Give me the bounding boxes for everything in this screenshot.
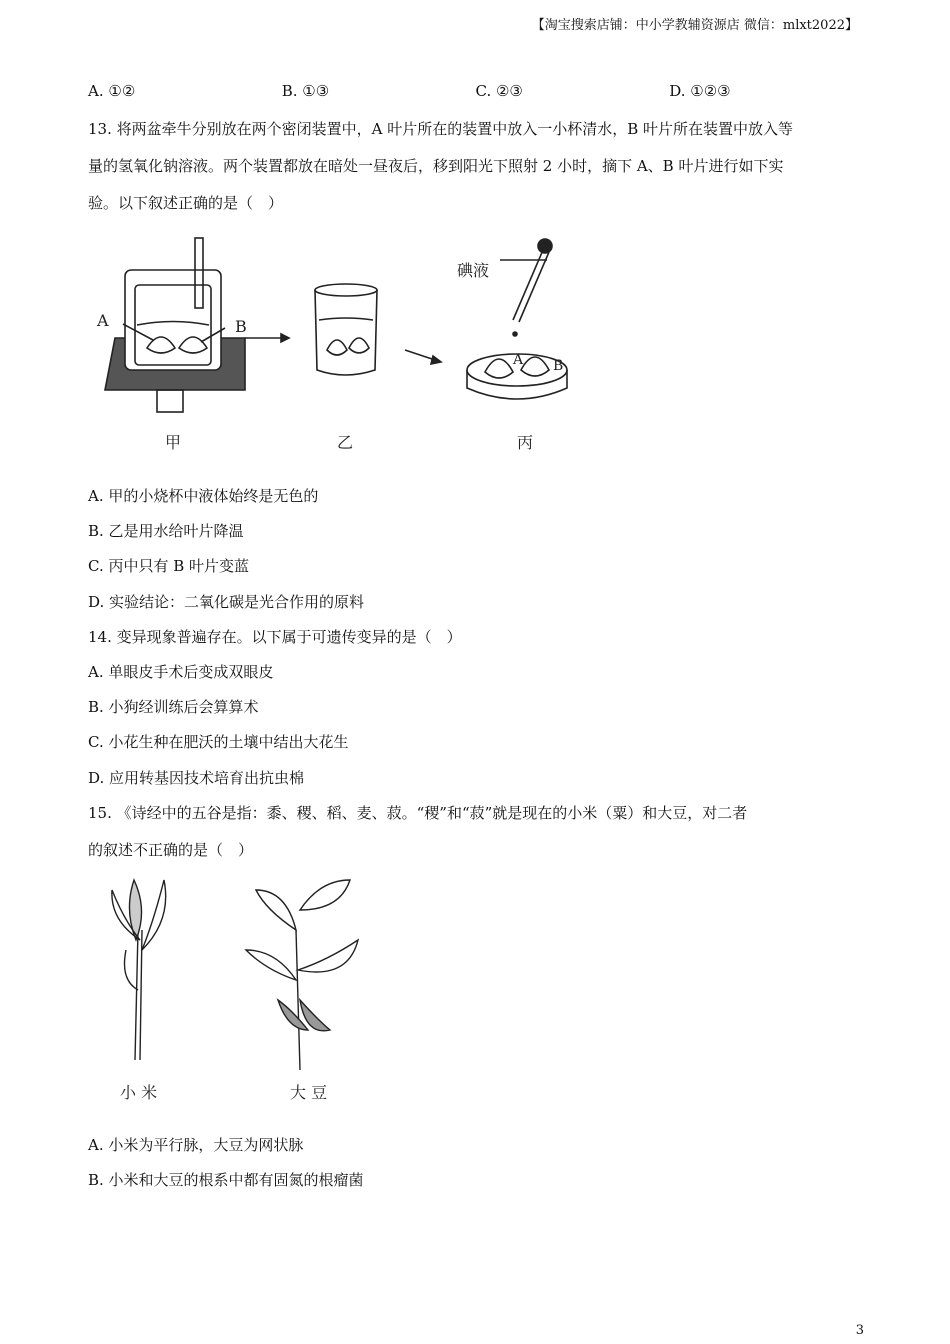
label-millet: 小 米 [120,1083,158,1102]
dish-label-b: B [553,358,564,374]
q12-options [88,82,863,100]
q14-stem: 14. 变异现象普遍存在。以下属于可遗传变异的是（ ） [88,628,462,646]
q13-stem-line-2: 量的氢氧化钠溶液。两个装置都放在暗处一昼夜后，移到阳光下照射 2 小时，摘下 A、B 叶片进行如下实 [88,157,784,175]
q15-stem-line-2: 的叙述不正确的是（ ） [88,841,254,859]
q13-experiment-figure [95,230,595,460]
q14-option-d: D. 应用转基因技术培育出抗虫棉 [88,769,305,787]
q15-plant-figure [100,870,400,1110]
page-header: 【淘宝搜索店铺：中小学教辅资源店 微信：mlxt2022】 [531,18,858,33]
q12-option-d: D. ①②③ [669,82,731,100]
label-bing: 丙 [517,433,534,452]
q13-option-c: C. 丙中只有 B 叶片变蓝 [88,557,250,575]
q15-stem-line-1: 15. 《诗经中的五谷是指：黍、稷、稻、麦、菽。“稷”和“菽”就是现在的小米（粟）和大豆，对二者 [88,804,748,822]
q13-option-a: A. 甲的小烧杯中液体始终是无色的 [88,487,319,505]
millet-drawing [112,880,166,1060]
q13-option-b: B. 乙是用水给叶片降温 [88,522,244,540]
q14-option-c: C. 小花生种在肥沃的土壤中结出大花生 [88,733,349,751]
q13-option-d: D. 实验结论：二氧化碳是光合作用的原料 [88,593,365,611]
label-iodine: 碘液 [457,261,490,280]
apparatus-jia [105,238,245,412]
q12-option-a: A. ①② [88,82,136,100]
label-jia: 甲 [165,433,182,452]
q14-option-a: A. 单眼皮手术后变成双眼皮 [88,663,274,681]
dish-label-a: A [513,352,524,368]
q15-option-a: A. 小米为平行脉，大豆为网状脉 [88,1136,304,1154]
q13-stem-line-1: 13. 将两盆牵牛分别放在两个密闭装置中，A 叶片所在的装置中放入一小杯清水，B 叶片所在装置中放入等 [88,120,794,138]
q15-option-b: B. 小米和大豆的根系中都有固氮的根瘤菌 [88,1171,364,1189]
beaker-yi [315,284,377,375]
arrow-to-bing [405,350,441,364]
q14-option-b: B. 小狗经训练后会算算术 [88,698,259,716]
soybean-drawing [246,880,358,1070]
label-b: B [235,317,247,336]
page-number: 3 [855,1323,864,1338]
label-soybean: 大 豆 [290,1083,328,1102]
q12-option-c: C. ②③ [475,82,523,100]
label-yi: 乙 [337,433,354,452]
label-a: A [97,311,109,330]
arrow-to-yi [245,334,289,342]
q12-option-b: B. ①③ [281,82,330,100]
q13-stem-line-3: 验。以下叙述正确的是（ ） [88,194,284,212]
